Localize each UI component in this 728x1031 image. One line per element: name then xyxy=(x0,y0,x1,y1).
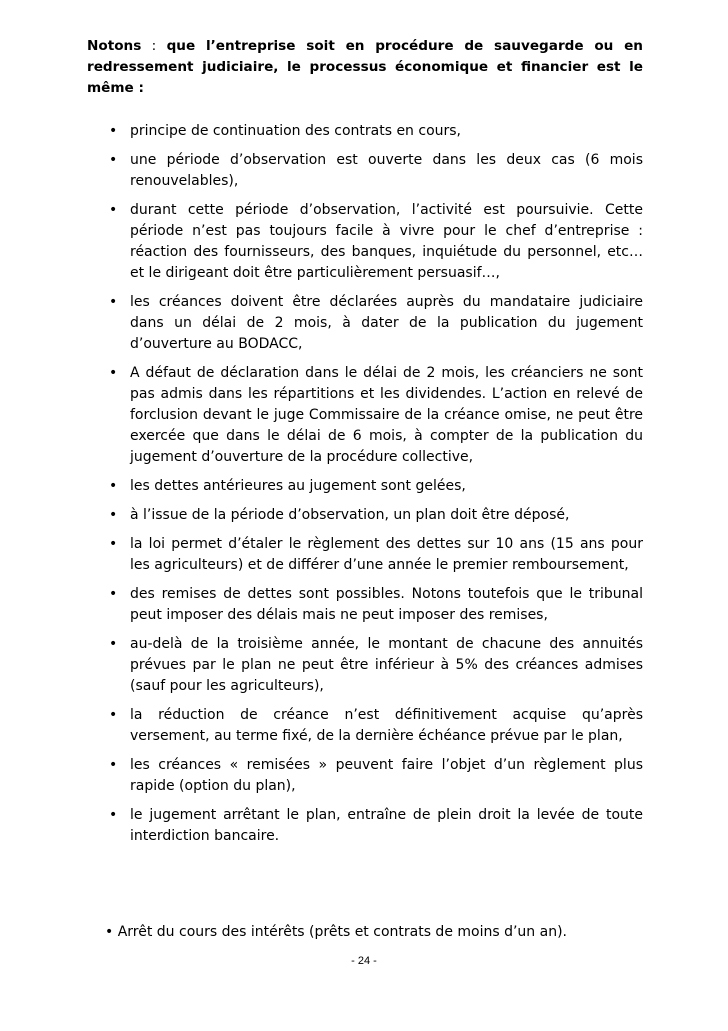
list-item-text: une période d’observation est ouverte dans les deux cas (6 mois renouvelables), xyxy=(130,152,643,189)
bullet-list xyxy=(105,121,643,855)
list-item xyxy=(105,755,643,797)
list-item xyxy=(105,200,643,284)
list-item xyxy=(105,634,643,697)
bullet-icon: • xyxy=(109,202,118,218)
list-item xyxy=(105,505,643,526)
bullet-icon: • xyxy=(109,123,118,139)
page-number: - 24 - xyxy=(351,955,377,967)
bullet-icon: • xyxy=(109,507,118,523)
list-item-text: A défaut de déclaration dans le délai de 2 mois, les créanciers ne sont pas admis dans les répartitions et les dividendes. L’action en relevé de forclusion devant le juge Commissaire de la créance omise, ne peut être exercée que dans le délai de 6 mois, à compter de la publication du jugement d’ouverture de la procédure collective, xyxy=(130,365,643,465)
list-item xyxy=(105,363,643,468)
list-item-text: le jugement arrêtant le plan, entraîne de plein droit la levée de toute interdiction bancaire. xyxy=(130,807,643,844)
list-item-text: la réduction de créance n’est définitivement acquise qu’après versement, au terme fixé, de la dernière échéance prévue par le plan, xyxy=(130,707,643,744)
list-item-text: à l’issue de la période d’observation, un plan doit être déposé, xyxy=(130,507,570,523)
list-item-text: principe de continuation des contrats en cours, xyxy=(130,123,462,139)
list-item-text: durant cette période d’observation, l’activité est poursuivie. Cette période n’est pas toujours facile à vivre pour le chef d’entreprise : réaction des fournisseurs, des banques, inquiétude du personnel, etc… et le dirigeant doit être particulièrement persuasif…, xyxy=(130,202,643,281)
list-item xyxy=(105,584,643,626)
list-item-text: les dettes antérieures au jugement sont gelées, xyxy=(130,478,466,494)
bullet-icon: • xyxy=(109,478,118,494)
list-item-text: au-delà de la troisième année, le montant de chacune des annuités prévues par le plan ne peut être inférieur à 5% des créances admises (sauf pour les agriculteurs), xyxy=(130,636,643,694)
list-item xyxy=(105,121,643,142)
bullet-icon: • xyxy=(109,294,118,310)
list-item xyxy=(105,805,643,847)
list-item xyxy=(105,150,643,192)
bullet-icon: • xyxy=(109,365,118,381)
bullet-icon: • xyxy=(109,636,118,652)
bullet-icon: • xyxy=(109,536,118,552)
intro-lead: Notons xyxy=(87,38,142,54)
list-item xyxy=(105,476,643,497)
bullet-icon: • xyxy=(109,757,118,773)
intro-separator: : xyxy=(141,38,167,54)
list-item xyxy=(105,292,643,355)
last-list-item: • Arrêt du cours des intérêts (prêts et contrats de moins d’un an). xyxy=(105,924,567,940)
list-item-text: la loi permet d’étaler le règlement des dettes sur 10 ans (15 ans pour les agriculteurs) et de différer d’une année le premier remboursement, xyxy=(130,536,643,573)
intro-text: que l’entreprise soit en procédure de sauvegarde ou en redressement judiciaire, le processus économique et financier est le même : xyxy=(87,38,643,96)
bullet-icon: • xyxy=(109,807,118,823)
list-item-text: les créances « remisées » peuvent faire l’objet d’un règlement plus rapide (option du plan), xyxy=(130,757,643,794)
bullet-icon: • xyxy=(109,707,118,723)
list-item-text: des remises de dettes sont possibles. Notons toutefois que le tribunal peut imposer des délais mais ne peut imposer des remises, xyxy=(130,586,643,623)
bullet-icon: • xyxy=(109,586,118,602)
list-item xyxy=(105,534,643,576)
list-item-text: les créances doivent être déclarées auprès du mandataire judiciaire dans un délai de 2 mois, à dater de la publication du jugement d’ouverture au BODACC, xyxy=(130,294,643,352)
list-item xyxy=(105,705,643,747)
intro-paragraph xyxy=(87,36,643,99)
bullet-icon: • xyxy=(109,152,118,168)
